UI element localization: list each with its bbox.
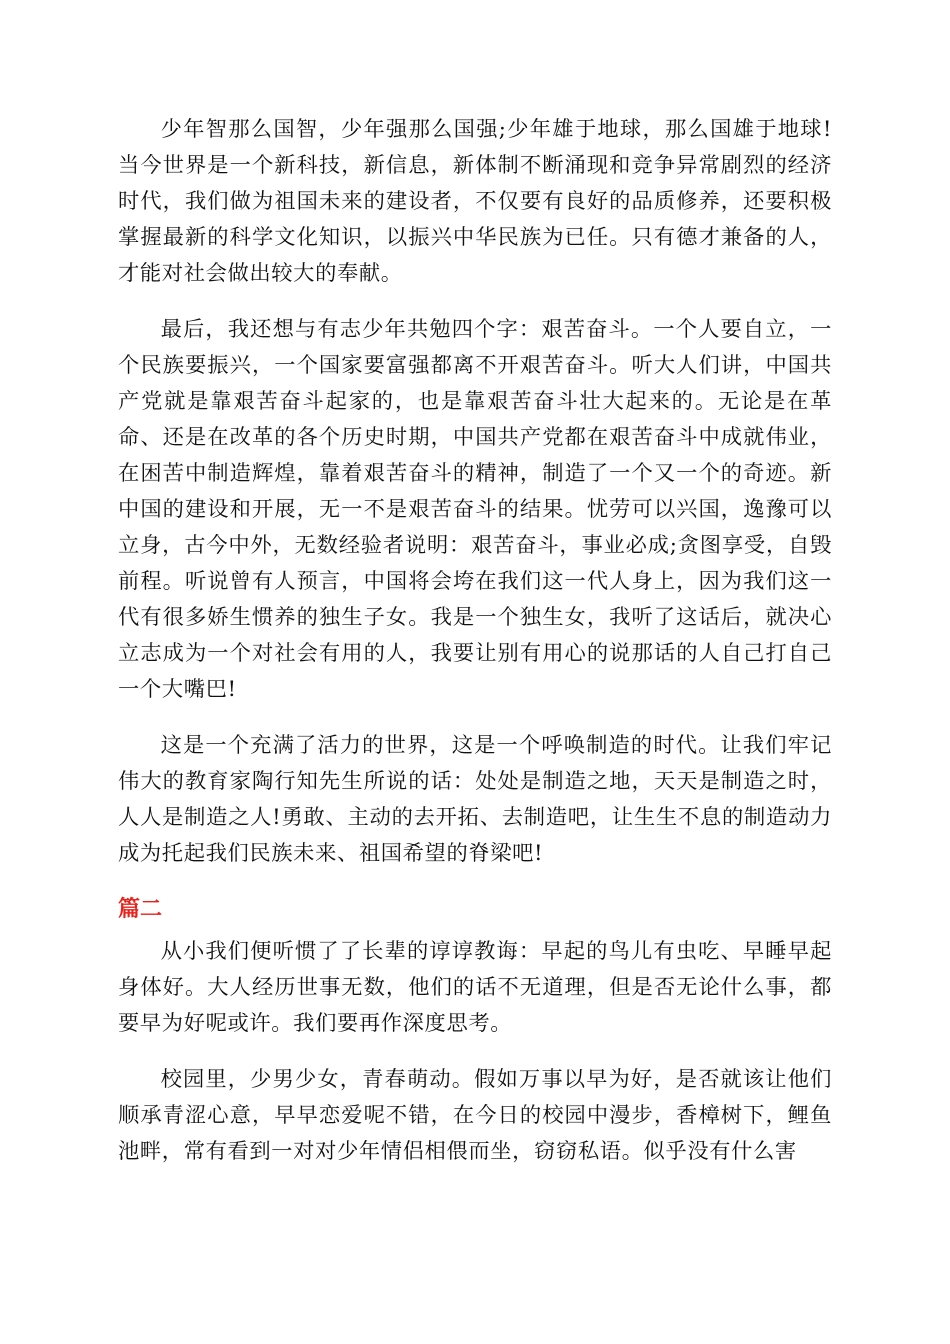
paragraph-2: 最后，我还想与有志少年共勉四个字：艰苦奋斗。一个人要自立，一个民族要振兴，一个国家要富强都离不开艰苦奋斗。听大人们讲，中国共产党就是靠艰苦奋斗起家的，也是靠艰苦奋斗壮大起来的。无论是在革命、还是在改革的各个历史时期，中国共产党都在艰苦奋斗中成就伟业，在困苦中制造辉煌，靠着艰苦奋斗的精神，制造了一个又一个的奇迹。新中国的建设和开展，无一不是艰苦奋斗的结果。忧劳可以兴国，逸豫可以立身，古今中外，无数经验者说明：艰苦奋斗，事业必成;贪图享受，自毁前程。听说曾有人预言，中国将会垮在我们这一代人身上，因为我们这一代有很多娇生惯养的独生子女。我是一个独生女，我听了这话后，就决心立志成为一个对社会有用的人，我要让别有用心的说那话的人自己打自己一个大嘴巴! (118, 317, 832, 702)
paragraph-4: 从小我们便听惯了了长辈的谆谆教诲：早起的鸟儿有虫吃、早睡早起身体好。大人经历世事无数，他们的话不无道理，但是否无论什么事，都要早为好呢或许。我们要再作深度思考。 (118, 939, 832, 1036)
document-page (118, 112, 832, 1190)
paragraph-5: 校园里，少男少女，青春萌动。假如万事以早为好，是否就该让他们顺承青涩心意，早早恋爱呢不错，在今日的校园中漫步，香樟树下，鲤鱼池畔，常有看到一对对少年情侣相偎而坐，窃窃私语。似乎没有什么害 (118, 1067, 832, 1164)
section-heading: 篇二 (118, 897, 163, 922)
paragraph-3: 这是一个充满了活力的世界，这是一个呼唤制造的时代。让我们牢记伟大的教育家陶行知先生所说的话：处处是制造之地，天天是制造之时，人人是制造之人!勇敢、主动的去开拓、去制造吧，让生生不息的制造动力成为托起我们民族未来、祖国希望的脊梁吧! (118, 733, 832, 866)
paragraph-1: 少年智那么国智，少年强那么国强;少年雄于地球，那么国雄于地球!当今世界是一个新科技，新信息，新体制不断涌现和竞争异常剧烈的经济时代，我们做为祖国未来的建设者，不仅要有良好的品质修养，还要积极掌握最新的科学文化知识，以振兴中华民族为已任。只有德才兼备的人，才能对社会做出较大的奉献。 (118, 117, 832, 286)
